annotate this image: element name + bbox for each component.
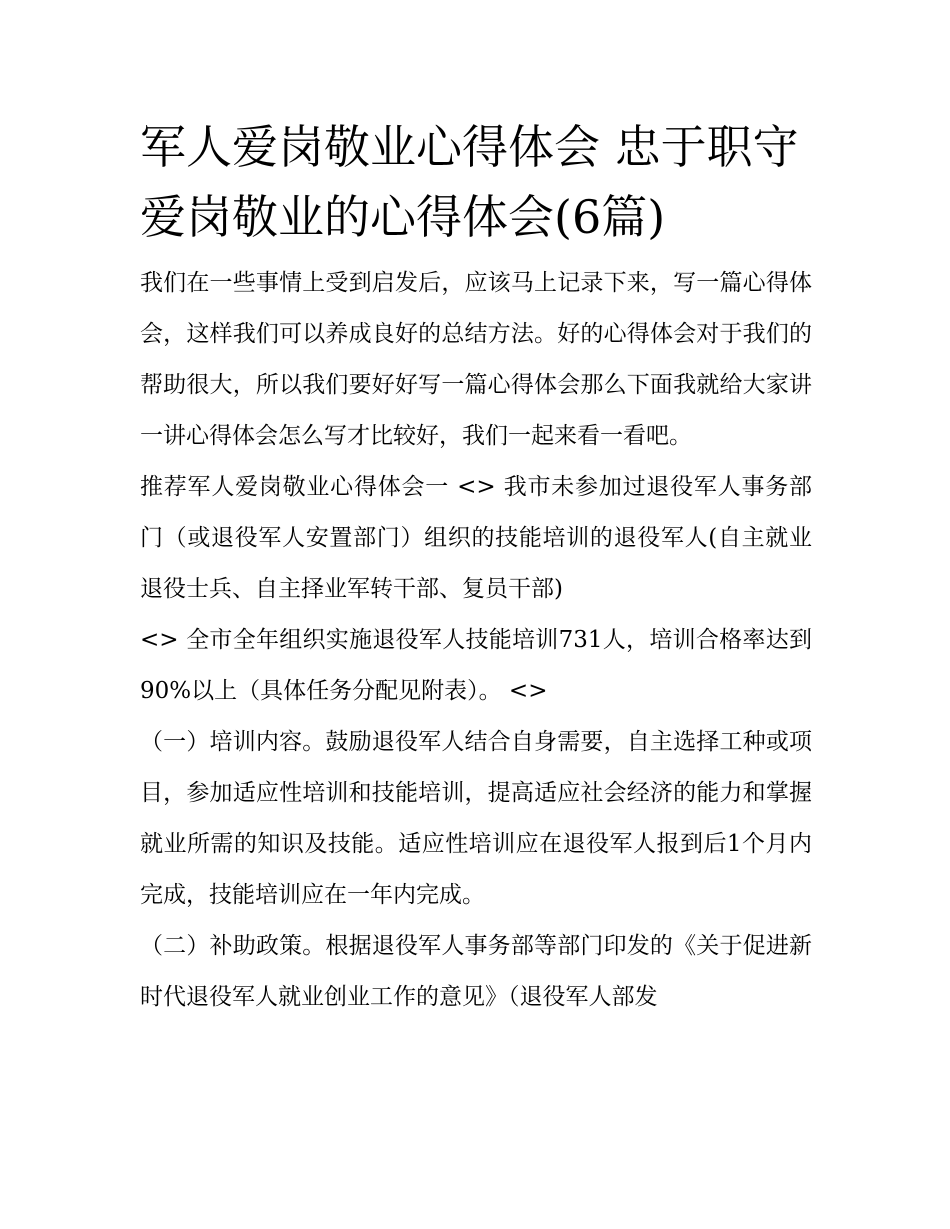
paragraph-recommend: 推荐军人爱岗敬业心得体会一 <> 我市未参加过退役军人事务部门（或退役军人安置部门）组织的技能培训的退役军人(自主就业退役士兵、自主择业军转干部、复员干部) [140, 474, 812, 602]
paragraph-intro: 我们在一些事情上受到启发后，应该马上记录下来，写一篇心得体会，这样我们可以养成良好的总结方法。好的心得体会对于我们的帮助很大，所以我们要好好写一篇心得体会那么下面我就给大家讲一讲心得体会怎么写才比较好，我们一起来看一看吧。 [140, 270, 812, 449]
paragraph-subsidy-policy: （二）补助政策。根据退役军人事务部等部门印发的《关于促进新时代退役军人就业创业工作的意见》（退役军人部发 [140, 933, 812, 1010]
document-title: 军人爱岗敬业心得体会 忠于职守爱岗敬业的心得体会(6篇) [140, 120, 799, 244]
paragraph-training-content: （一）培训内容。鼓励退役军人结合自身需要，自主选择工种或项目，参加适应性培训和技能培训，提高适应社会经济的能力和掌握就业所需的知识及技能。适应性培训应在退役军人报到后1个月内完成，技能培训应在一年内完成。 [140, 729, 812, 908]
paragraph-target: <> 全市全年组织实施退役军人技能培训731人，培训合格率达到90%以上（具体任务分配见附表）。 <> [140, 627, 812, 704]
document-body [140, 112, 812, 1023]
